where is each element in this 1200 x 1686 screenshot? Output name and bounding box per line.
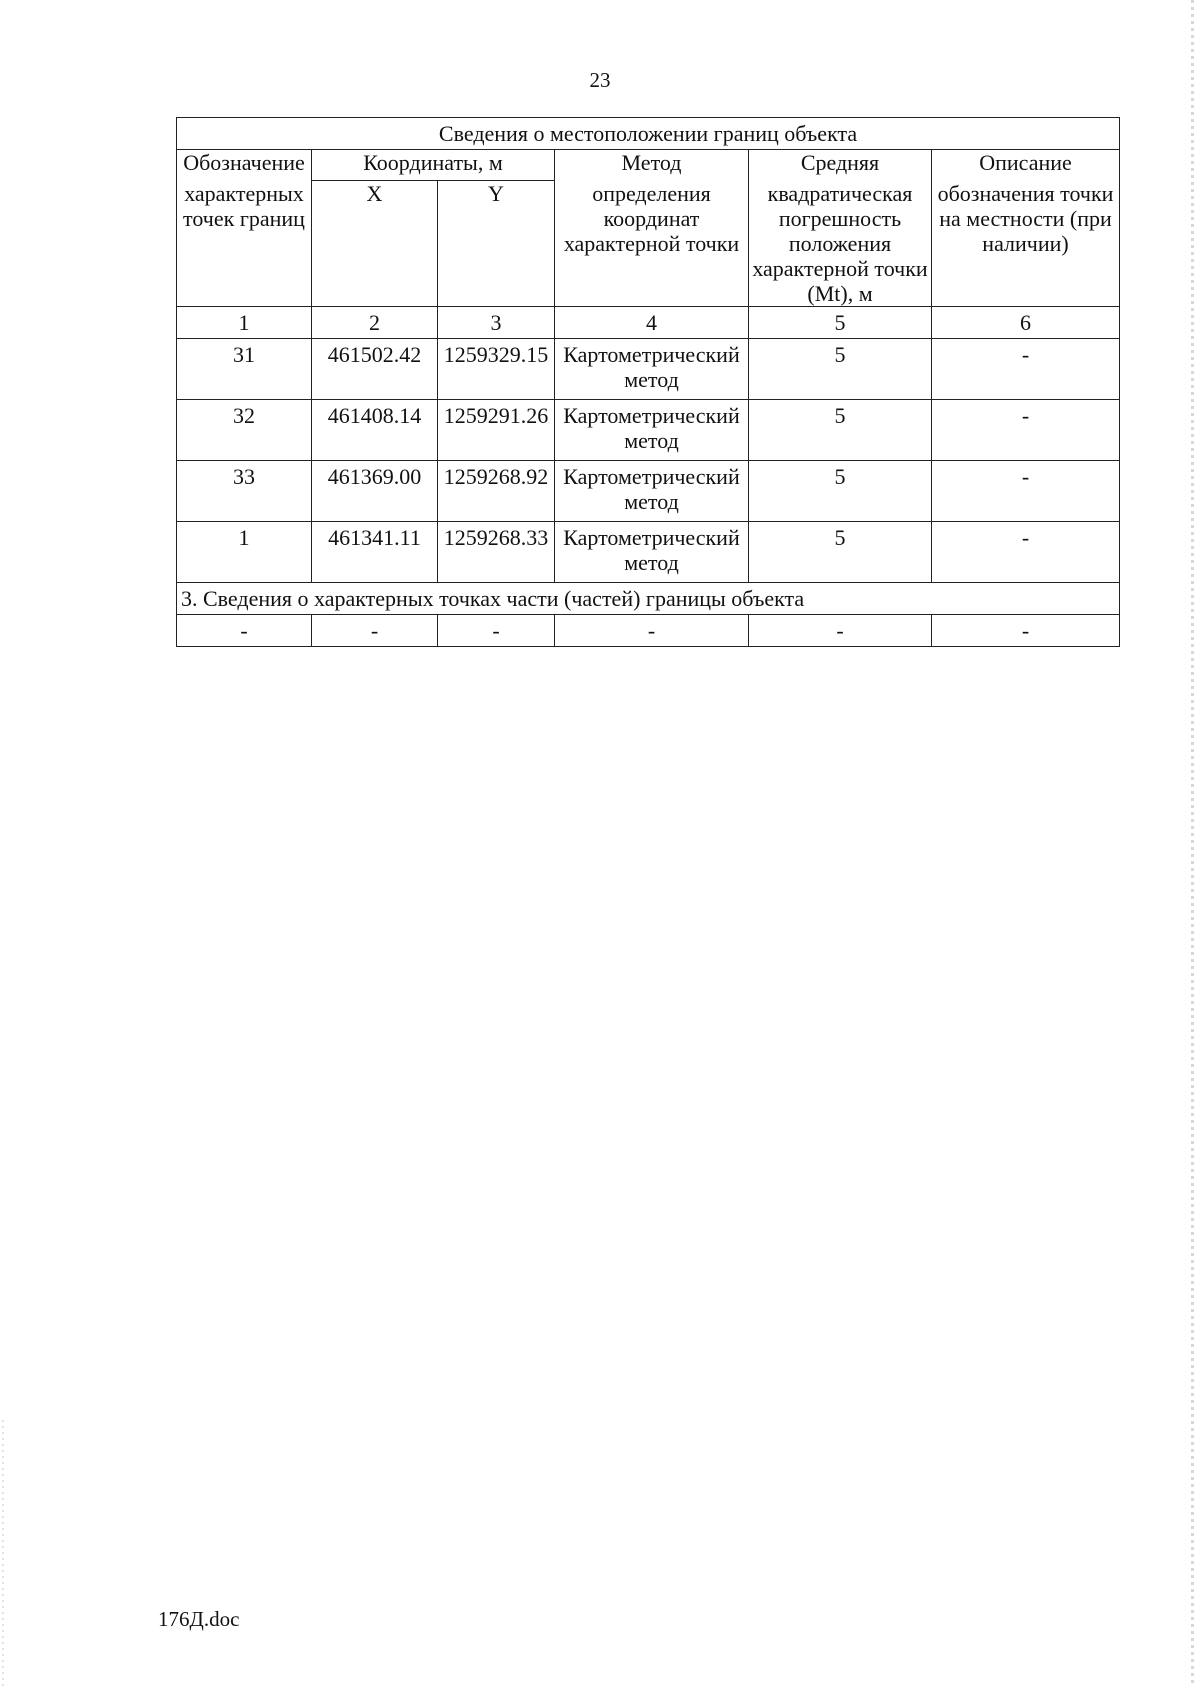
empty-cell: -	[312, 614, 438, 646]
method: Картометрический метод	[555, 338, 749, 399]
column-number: 6	[932, 306, 1120, 338]
point-description: -	[932, 460, 1120, 521]
method: Картометрический метод	[555, 399, 749, 460]
footer-filename: 176Д.doc	[158, 1607, 240, 1631]
section-3-title: 3. Сведения о характерных точках части (частей) границы объекта	[177, 582, 1120, 614]
coord-x: 461502.42	[312, 338, 438, 399]
table-row	[177, 521, 1120, 582]
empty-cell: -	[555, 614, 749, 646]
header-description: Описание	[932, 150, 1120, 181]
table-row	[177, 338, 1120, 399]
header-y: Y	[438, 181, 555, 307]
point-id: 1	[177, 521, 312, 582]
point-description: -	[932, 338, 1120, 399]
method: Картометрический метод	[555, 521, 749, 582]
mean-error: 5	[749, 460, 932, 521]
point-id: 31	[177, 338, 312, 399]
column-number: 2	[312, 306, 438, 338]
header-error-cont: квадратическая погрешность положения характерной точки (Mt), м	[749, 181, 932, 307]
table-title: Сведения о местоположении границ объекта	[177, 118, 1120, 150]
coord-y: 1259268.92	[438, 460, 555, 521]
coord-y: 1259329.15	[438, 338, 555, 399]
column-number: 5	[749, 306, 932, 338]
coord-x: 461369.00	[312, 460, 438, 521]
table-row	[177, 460, 1120, 521]
scan-edge-left	[2, 1420, 4, 1686]
point-id: 32	[177, 399, 312, 460]
header-x: X	[312, 181, 438, 307]
header-description-cont: обозначения точки на местности (при наличии)	[932, 181, 1120, 307]
header-coordinates: Координаты, м	[312, 150, 555, 181]
coord-y: 1259291.26	[438, 399, 555, 460]
boundary-coordinates-table	[176, 117, 1120, 647]
header-method-cont: определения координат характерной точки	[555, 181, 749, 307]
header-method: Метод	[555, 150, 749, 181]
page-number: 23	[589, 68, 611, 92]
header-designation-cont: характерных точек границ	[177, 181, 312, 307]
empty-cell: -	[177, 614, 312, 646]
coord-x: 461341.11	[312, 521, 438, 582]
column-number: 4	[555, 306, 749, 338]
point-id: 33	[177, 460, 312, 521]
mean-error: 5	[749, 399, 932, 460]
empty-cell: -	[932, 614, 1120, 646]
coord-x: 461408.14	[312, 399, 438, 460]
table-row	[177, 399, 1120, 460]
column-number: 3	[438, 306, 555, 338]
point-description: -	[932, 399, 1120, 460]
table-row	[177, 614, 1120, 646]
scan-edge-right	[1191, 0, 1194, 1686]
mean-error: 5	[749, 338, 932, 399]
point-description: -	[932, 521, 1120, 582]
mean-error: 5	[749, 521, 932, 582]
header-designation: Обозначение	[177, 150, 312, 181]
column-number: 1	[177, 306, 312, 338]
header-error: Средняя	[749, 150, 932, 181]
method: Картометрический метод	[555, 460, 749, 521]
empty-cell: -	[749, 614, 932, 646]
coord-y: 1259268.33	[438, 521, 555, 582]
column-numbers-row	[177, 306, 1120, 338]
empty-cell: -	[438, 614, 555, 646]
